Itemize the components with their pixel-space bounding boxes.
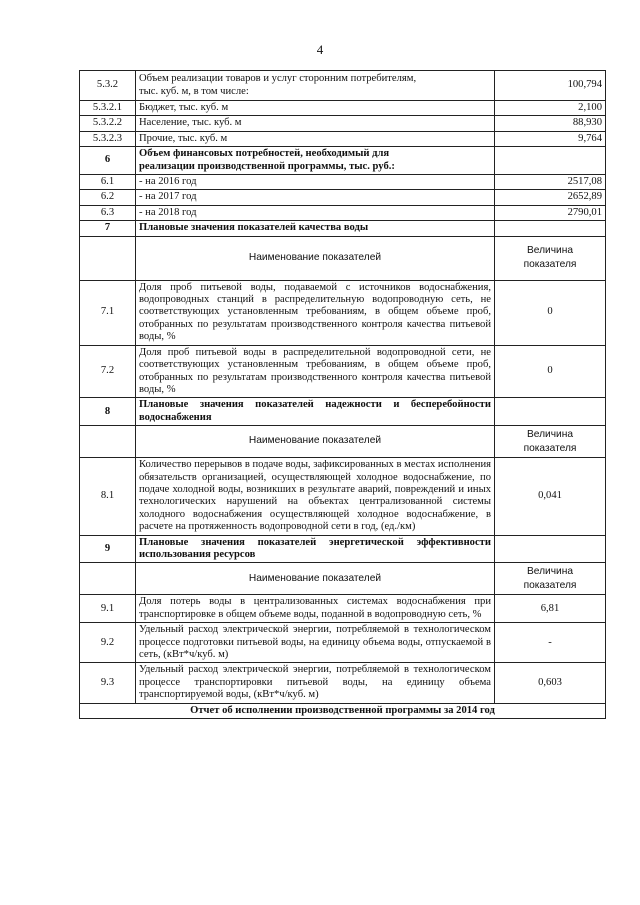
header-value-line: Величина (526, 245, 574, 257)
row-value: 88,930 (495, 116, 606, 131)
row-text: Удельный расход электрической энергии, потребляемой в технологическом процессе транспортировки питьевой воды, на единицу объема транспортируемой воды, (кВт*ч/куб. м) (136, 663, 495, 703)
section-title-line: реализации производственной программы, тыс. руб.: (139, 160, 395, 172)
row-label: - на 2017 год (136, 190, 495, 205)
row-number: 7.1 (80, 280, 136, 345)
page-number: 4 (316, 42, 324, 57)
row-value: - (495, 623, 606, 663)
empty-cell (495, 535, 606, 563)
header-value-line: показателя (523, 259, 577, 271)
header-value-line: показателя (523, 579, 577, 591)
row-value: 2790,01 (495, 205, 606, 220)
section-title (136, 398, 495, 426)
table-row (80, 663, 606, 703)
section-number: 7 (80, 221, 136, 236)
header-value-line: Величина (526, 428, 574, 440)
report-title-row (80, 703, 606, 718)
section-9-header (80, 535, 606, 563)
section-title-line: использования ресурсов (139, 548, 256, 560)
report-title: Отчет об исполнении производственной программы за 2014 год (80, 703, 606, 718)
row-text: Доля потерь воды в централизованных системах водоснабжения при транспортировке в общем объеме воды, поданной в водопроводную сеть, % (136, 595, 495, 623)
row-number: 8.1 (80, 458, 136, 535)
column-header-name: Наименование показателей (136, 236, 495, 280)
row-value: 0 (495, 280, 606, 345)
empty-cell (495, 147, 606, 175)
section-title-line: Плановые значения показателей надежности и бесперебойности (139, 399, 491, 411)
row-value: 0,603 (495, 663, 606, 703)
row-number: 5.3.2.1 (80, 101, 136, 116)
row-number: 9.2 (80, 623, 136, 663)
row-label (136, 71, 495, 101)
section-6-header (80, 147, 606, 175)
row-value: 9,764 (495, 131, 606, 146)
section-title (136, 147, 495, 175)
table-row (80, 71, 606, 101)
column-header-row (80, 426, 606, 458)
section-title-line: Объем финансовых потребностей, необходимый для (139, 148, 390, 160)
row-number: 5.3.2.3 (80, 131, 136, 146)
row-number: 6.2 (80, 190, 136, 205)
row-text: Количество перерывов в подаче воды, зафиксированных в местах исполнения обязательств организацией, осуществляющей холодное водоснабжение, по подаче холодной воды, возникших в результате аварий, повреждений и иных технологических нарушений на объектах централизованной системы холодного водоснабжения осуществляющей холодное водоснабжение, в расчете на протяженность водопроводной сети в год, (ед./км) (136, 458, 495, 535)
column-header-row (80, 236, 606, 280)
row-number: 6.3 (80, 205, 136, 220)
section-title (136, 535, 495, 563)
section-number: 8 (80, 398, 136, 426)
row-number: 5.3.2.2 (80, 116, 136, 131)
row-label-line: Объем реализации товаров и услуг сторонним потребителям, (139, 73, 417, 85)
column-header-row (80, 563, 606, 595)
empty-cell (80, 426, 136, 458)
column-header-name: Наименование показателей (136, 563, 495, 595)
production-program-table (79, 70, 606, 719)
row-text: Удельный расход электрической энергии, потребляемой в технологическом процессе подготовки питьевой воды, на единицу объема воды, отпускаемой в сеть, (кВт*ч/куб. м) (136, 623, 495, 663)
empty-cell (80, 563, 136, 595)
row-label: Прочие, тыс. куб. м (136, 131, 495, 146)
table-row (80, 116, 606, 131)
header-value-line: показателя (523, 442, 577, 454)
row-label: Население, тыс. куб. м (136, 116, 495, 131)
row-number: 9.3 (80, 663, 136, 703)
table-row (80, 595, 606, 623)
row-number: 7.2 (80, 345, 136, 398)
column-header-value (495, 563, 606, 595)
header-value-line: Величина (526, 565, 574, 577)
row-label: - на 2016 год (136, 175, 495, 190)
row-label: - на 2018 год (136, 205, 495, 220)
row-value: 100,794 (495, 71, 606, 101)
row-value: 6,81 (495, 595, 606, 623)
empty-cell (495, 398, 606, 426)
table-row (80, 175, 606, 190)
table-row (80, 623, 606, 663)
table-row (80, 101, 606, 116)
row-label: Бюджет, тыс. куб. м (136, 101, 495, 116)
column-header-value (495, 426, 606, 458)
row-value: 0,041 (495, 458, 606, 535)
table-row (80, 205, 606, 220)
row-value: 2652,89 (495, 190, 606, 205)
section-number: 6 (80, 147, 136, 175)
row-number: 9.1 (80, 595, 136, 623)
row-text: Доля проб питьевой воды в распределительной водопроводной сети, не соответствующих установленным требованиям, в общем объеме проб, отобранных по результатам производственного контроля качества питьевой воды, % (136, 345, 495, 398)
empty-cell (80, 236, 136, 280)
table-row (80, 131, 606, 146)
row-value: 2517,08 (495, 175, 606, 190)
section-8-header (80, 398, 606, 426)
empty-cell (495, 221, 606, 236)
column-header-value (495, 236, 606, 280)
table-row (80, 280, 606, 345)
section-title: Плановые значения показателей качества воды (136, 221, 495, 236)
section-title-line: Плановые значения показателей энергетической эффективности (139, 536, 491, 548)
row-number: 5.3.2 (80, 71, 136, 101)
row-text: Доля проб питьевой воды, подаваемой с источников водоснабжения, водопроводных станций в распределительную водопроводную сеть, не соответствующих установленным требованиям, в общем объеме проб, отобранных по результатам производственного контроля качества питьевой воды, % (136, 280, 495, 345)
table-row (80, 190, 606, 205)
column-header-name: Наименование показателей (136, 426, 495, 458)
section-7-header (80, 221, 606, 236)
row-value: 0 (495, 345, 606, 398)
row-value: 2,100 (495, 101, 606, 116)
row-number: 6.1 (80, 175, 136, 190)
section-number: 9 (80, 535, 136, 563)
table-row (80, 458, 606, 535)
table-row (80, 345, 606, 398)
row-label-line: тыс. куб. м, в том числе: (139, 85, 249, 97)
section-title-line: водоснабжения (139, 411, 212, 423)
